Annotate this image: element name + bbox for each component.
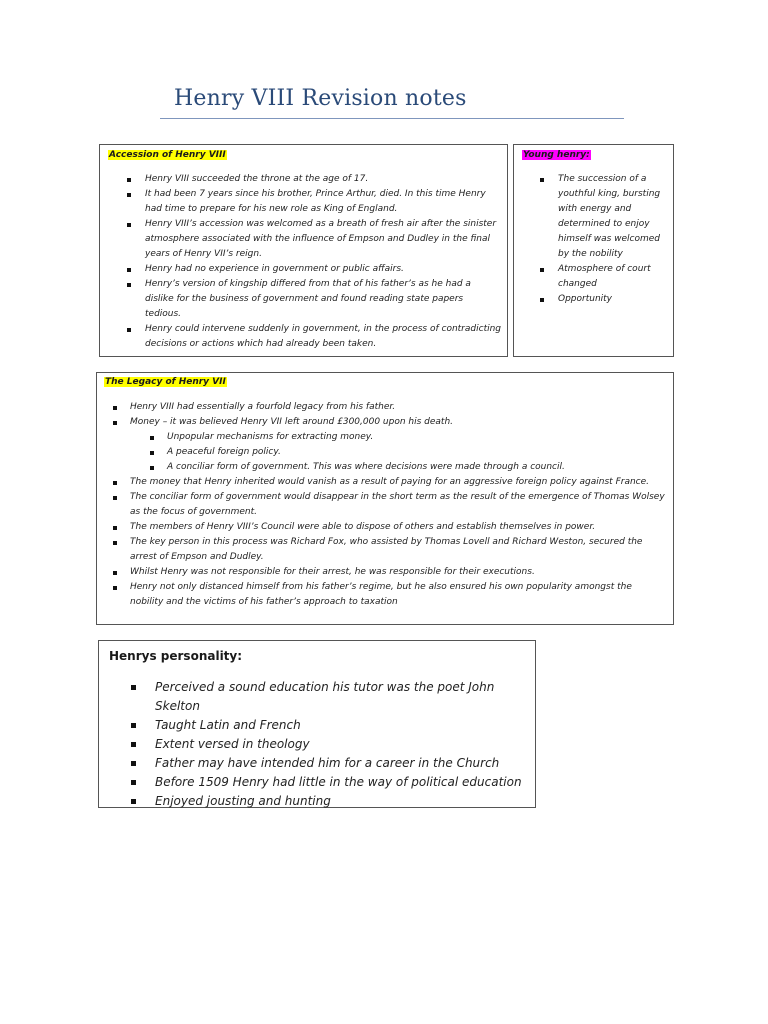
list-item: Father may have intended him for a career in the Church bbox=[155, 754, 525, 773]
bullet-icon bbox=[131, 685, 136, 690]
bullet-icon bbox=[127, 223, 131, 227]
list-item: Opportunity bbox=[558, 292, 670, 307]
list-item: The succession of a youthful king, bursting with energy and determined to enjoy himself was welcomed by the nobility bbox=[558, 172, 670, 262]
personality-list bbox=[155, 678, 525, 811]
list-item: Enjoyed jousting and hunting bbox=[155, 792, 525, 811]
legacy-list bbox=[130, 400, 665, 610]
bullet-icon bbox=[540, 268, 544, 272]
accession-list bbox=[145, 172, 501, 352]
sub-list-item: A peaceful foreign policy. bbox=[167, 445, 665, 460]
bullet-icon bbox=[127, 193, 131, 197]
page-title: Henry VIII Revision notes bbox=[174, 86, 467, 111]
list-item: Perceived a sound education his tutor was the poet John Skelton bbox=[155, 678, 525, 716]
list-item: Henry VIII’s accession was welcomed as a breath of fresh air after the sinister atmosphere associated with the influence of Empson and Dudley in the final years of Henry VII’s reign. bbox=[145, 217, 501, 262]
list-item: Henry could intervene suddenly in government, in the process of contradicting decisions or actions which had already been taken. bbox=[145, 322, 501, 352]
bullet-icon bbox=[131, 742, 136, 747]
sub-list-item: A conciliar form of government. This was where decisions were made through a council. bbox=[167, 460, 665, 475]
bullet-icon bbox=[131, 761, 136, 766]
young-henry-heading: Young henry: bbox=[523, 150, 590, 160]
personality-box bbox=[98, 640, 536, 808]
bullet-icon bbox=[131, 780, 136, 785]
young-henry-list bbox=[558, 172, 670, 307]
list-item: Henry had no experience in government or public affairs. bbox=[145, 262, 501, 277]
personality-heading: Henrys personality: bbox=[109, 649, 243, 663]
bullet-icon bbox=[113, 481, 117, 485]
list-item: Money – it was believed Henry VII left around £300,000 upon his death. bbox=[130, 415, 665, 430]
list-item: The key person in this process was Richard Fox, who assisted by Thomas Lovell and Richard Weston, secured the arrest of Empson and Dudley. bbox=[130, 535, 665, 565]
list-item: Before 1509 Henry had little in the way of political education bbox=[155, 773, 525, 792]
list-item: It had been 7 years since his brother, Prince Arthur, died. In this time Henry had time to prepare for his new role as King of England. bbox=[145, 187, 501, 217]
list-item: Henry’s version of kingship differed from that of his father’s as he had a dislike for the business of government and found reading state papers tedious. bbox=[145, 277, 501, 322]
list-item: Atmosphere of court changed bbox=[558, 262, 670, 292]
bullet-icon bbox=[113, 571, 117, 575]
bullet-icon bbox=[127, 178, 131, 182]
bullet-icon bbox=[131, 723, 136, 728]
bullet-icon bbox=[113, 421, 117, 425]
bullet-icon bbox=[540, 178, 544, 182]
bullet-icon bbox=[540, 298, 544, 302]
list-item: The money that Henry inherited would vanish as a result of paying for an aggressive foreign policy against France. bbox=[130, 475, 665, 490]
bullet-icon bbox=[150, 451, 154, 455]
bullet-icon bbox=[127, 283, 131, 287]
bullet-icon bbox=[127, 328, 131, 332]
accession-heading: Accession of Henry VIII bbox=[109, 150, 226, 160]
sub-list-item: Unpopular mechanisms for extracting money. bbox=[167, 430, 665, 445]
bullet-icon bbox=[113, 541, 117, 545]
legacy-box bbox=[96, 372, 674, 625]
bullet-icon bbox=[113, 496, 117, 500]
list-item: Henry VIII succeeded the throne at the age of 17. bbox=[145, 172, 501, 187]
list-item: Extent versed in theology bbox=[155, 735, 525, 754]
title-underline bbox=[160, 118, 624, 119]
list-item: Whilst Henry was not responsible for their arrest, he was responsible for their executions. bbox=[130, 565, 665, 580]
list-item: Henry not only distanced himself from his father’s regime, but he also ensured his own popularity amongst the nobility and the victims of his father’s approach to taxation bbox=[130, 580, 665, 610]
bullet-icon bbox=[127, 268, 131, 272]
list-item: The conciliar form of government would disappear in the short term as the result of the emergence of Thomas Wolsey as the focus of government. bbox=[130, 490, 665, 520]
list-item: Henry VIII had essentially a fourfold legacy from his father. bbox=[130, 400, 665, 415]
bullet-icon bbox=[131, 799, 136, 804]
bullet-icon bbox=[113, 586, 117, 590]
bullet-icon bbox=[150, 466, 154, 470]
bullet-icon bbox=[150, 436, 154, 440]
list-item: Taught Latin and French bbox=[155, 716, 525, 735]
bullet-icon bbox=[113, 526, 117, 530]
accession-box bbox=[99, 144, 508, 357]
legacy-heading: The Legacy of Henry VII bbox=[105, 377, 226, 387]
bullet-icon bbox=[113, 406, 117, 410]
young-henry-box bbox=[513, 144, 674, 357]
list-item: The members of Henry VIII’s Council were able to dispose of others and establish themselves in power. bbox=[130, 520, 665, 535]
